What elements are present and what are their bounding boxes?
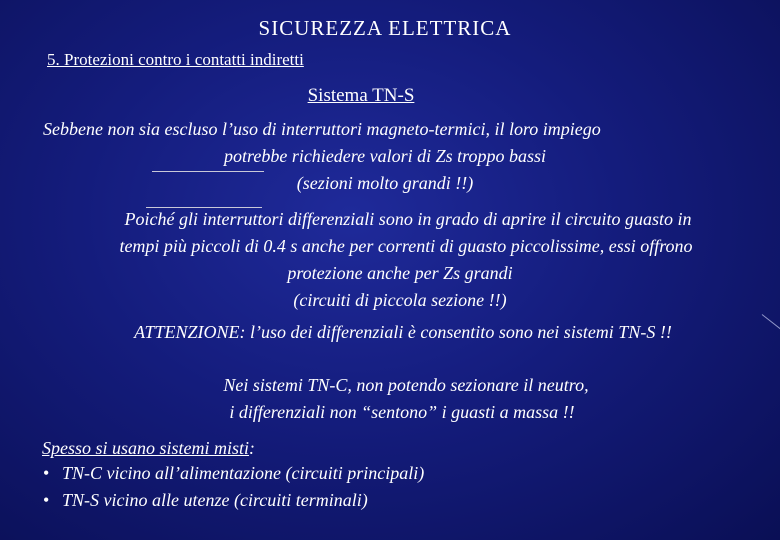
slide-subtitle: 5. Protezioni contro i contatti indiretti (47, 50, 304, 69)
mixed-systems-label: Spesso si usano sistemi misti (42, 438, 250, 458)
mixed-systems-heading (42, 438, 255, 459)
mixed-systems-colon: : (249, 438, 256, 458)
section-heading: Sistema TN-S (307, 85, 415, 106)
list-item (43, 490, 368, 511)
divider-line (146, 207, 262, 208)
list-item-text: TN-C vicino all’alimentazione (circuiti principali) (62, 463, 425, 483)
divider-line (152, 171, 264, 172)
paragraph1-line3: (sezioni molto grandi !!) (296, 173, 474, 193)
paragraph1-line2: potrebbe richiedere valori di Zs troppo bassi (224, 146, 546, 166)
warning-text: ATTENZIONE: l’uso dei differenziali è consentito sono nei sistemi TN-S !! (134, 322, 672, 342)
paragraph2-line1: Poiché gli interruttori differenziali sono in grado di aprire il circuito guasto in (124, 209, 692, 229)
bullet-icon: • (43, 463, 50, 483)
paragraph1-line1: Sebbene non sia escluso l’uso di interruttori magneto-termici, il loro impiego (43, 119, 601, 139)
paragraph2-line2: tempi più piccoli di 0.4 s anche per correnti di guasto piccolissime, essi offrono (119, 236, 693, 256)
paragraph2-line3: protezione anche per Zs grandi (287, 263, 513, 283)
paragraph2-line4: (circuiti di piccola sezione !!) (293, 290, 507, 310)
bullet-icon: • (43, 490, 50, 510)
paragraph3-line1: Nei sistemi TN-C, non potendo sezionare il neutro, (223, 375, 589, 395)
list-item-text: TN-S vicino alle utenze (circuiti terminali) (62, 490, 368, 510)
slide-title: SICUREZZA ELETTRICA (258, 16, 512, 40)
paragraph3-line2: i differenziali non “sentono” i guasti a massa !! (229, 402, 575, 422)
list-item (43, 463, 424, 484)
